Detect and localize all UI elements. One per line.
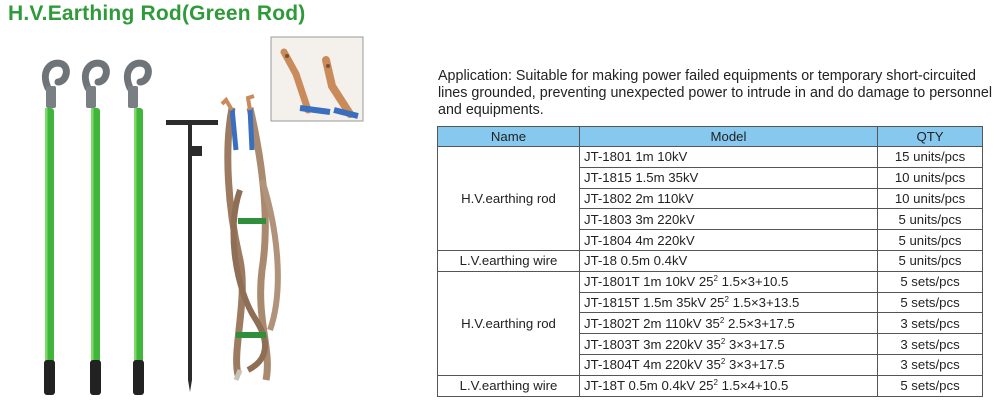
group-name: L.V.earthing wire <box>438 250 580 271</box>
model-cell: JT-1815 1.5m 35kV <box>580 167 878 188</box>
model-cell <box>580 375 878 396</box>
model-cell <box>580 313 878 334</box>
model-cell: JT-1802 2m 110kV <box>580 188 878 209</box>
model-tail: 1.5×3+13.5 <box>728 294 800 310</box>
table-header-row <box>438 127 983 147</box>
model-cell <box>580 271 878 292</box>
header-name: Name <box>438 127 580 147</box>
qty-cell: 10 units/pcs <box>878 167 983 188</box>
qty-cell: 5 sets/pcs <box>878 271 983 292</box>
qty-cell: 5 units/pcs <box>878 209 983 230</box>
group-name: H.V.earthing rod <box>438 147 580 251</box>
table-row <box>438 147 983 168</box>
model-cell: JT-1803 3m 220kV <box>580 209 878 230</box>
product-photo <box>0 30 425 410</box>
model-cell <box>580 334 878 355</box>
qty-cell: 5 units/pcs <box>878 230 983 251</box>
application-text: Application: Suitable for making power failed equipments or temporary short-circuited lines grounded, preventing unexpected power to intrude in and do damage to personnel and equipments. <box>438 68 992 118</box>
model-sup: 2 <box>719 315 725 325</box>
model-text: JT-1802T 2m 110kV 35 <box>584 315 720 331</box>
model-text: JT-1804T 4m 220kV 35 <box>584 357 721 373</box>
qty-cell: 10 units/pcs <box>878 188 983 209</box>
model-sup: 2 <box>713 274 718 284</box>
model-text: JT-1815T 1.5m 35kV 25 <box>584 294 725 310</box>
earthing-rod <box>127 63 148 395</box>
table-row <box>438 250 983 271</box>
header-model: Model <box>580 127 878 147</box>
spec-table <box>437 126 983 397</box>
qty-cell: 5 sets/pcs <box>878 292 983 313</box>
model-tail: 2.5×3+17.5 <box>724 315 795 331</box>
model-sup: 2 <box>720 336 726 346</box>
model-tail: 1.5×3+10.5 <box>717 274 789 290</box>
model-tail: 3×3+17.5 <box>725 336 785 352</box>
model-sup: 2 <box>713 378 718 388</box>
model-tail: 1.5×4+10.5 <box>717 378 789 394</box>
qty-cell: 3 sets/pcs <box>878 334 983 355</box>
model-sup: 2 <box>724 294 729 304</box>
earthing-cable <box>222 96 278 380</box>
qty-cell: 5 sets/pcs <box>878 375 983 396</box>
model-cell: JT-1801 1m 10kV <box>580 147 878 168</box>
model-text: JT-1803T 3m 220kV 35 <box>584 336 721 352</box>
model-cell <box>580 354 878 375</box>
group-name: H.V.earthing rod <box>438 271 580 375</box>
qty-cell: 5 units/pcs <box>878 250 983 271</box>
qty-cell: 3 sets/pcs <box>878 313 983 334</box>
page-title: H.V.Earthing Rod(Green Rod) <box>8 2 306 25</box>
header-qty: QTY <box>878 127 983 147</box>
earthing-rod <box>44 63 66 395</box>
ground-stake <box>166 120 218 392</box>
earthing-rod <box>85 63 106 395</box>
model-tail: 3×3+17.5 <box>725 357 785 373</box>
model-sup: 2 <box>720 357 726 367</box>
model-cell: JT-18 0.5m 0.4kV <box>580 250 878 271</box>
table-row <box>438 271 983 292</box>
connector-closeup-inset <box>271 37 363 121</box>
model-text: JT-1801T 1m 10kV 25 <box>584 274 714 290</box>
qty-cell: 3 sets/pcs <box>878 354 983 375</box>
model-text: JT-18T 0.5m 0.4kV 25 <box>584 378 714 394</box>
qty-cell: 15 units/pcs <box>878 147 983 168</box>
group-name: L.V.earthing wire <box>438 375 580 396</box>
model-cell: JT-1804 4m 220kV <box>580 230 878 251</box>
table-row <box>438 375 983 396</box>
model-cell <box>580 292 878 313</box>
